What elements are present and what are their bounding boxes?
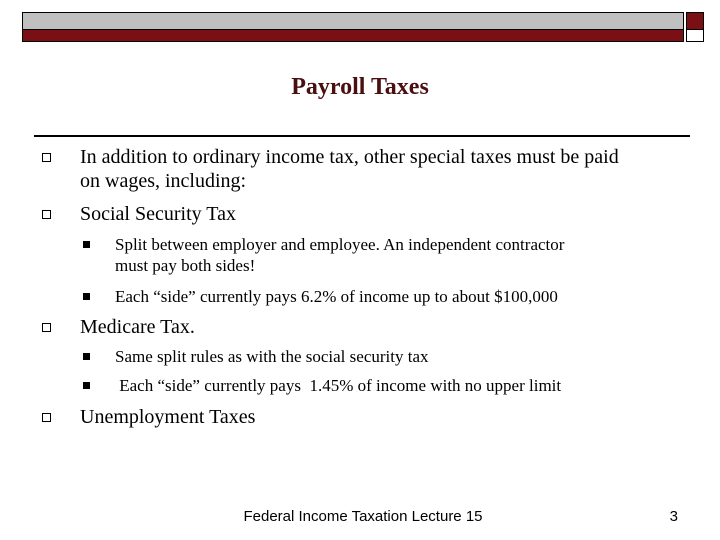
bullet-text: Social Security Tax bbox=[80, 203, 236, 225]
bullet-text: Medicare Tax. bbox=[80, 316, 195, 338]
slide-title: Payroll Taxes bbox=[291, 74, 429, 100]
title-divider bbox=[34, 135, 690, 137]
bullet-marker-square-icon bbox=[42, 413, 51, 422]
sub-bullet-text: Same split rules as with the social security tax bbox=[115, 347, 429, 366]
sub-bullet-marker-icon bbox=[83, 382, 90, 389]
bullet-text: Unemployment Taxes bbox=[80, 406, 256, 428]
footer-text: Federal Income Taxation Lecture 15 bbox=[243, 508, 483, 525]
bullet-text-line: Split between employer and employee. An independent contractor bbox=[115, 235, 565, 254]
bullet-text bbox=[80, 145, 700, 193]
bullet-text-line: must pay both sides! bbox=[115, 256, 256, 275]
header-corner-box-red bbox=[686, 12, 704, 30]
sub-bullet-marker-icon bbox=[83, 241, 90, 248]
sub-bullet-text bbox=[115, 234, 705, 276]
bullet-text-line: In addition to ordinary income tax, other special taxes must be paid bbox=[80, 146, 619, 168]
sub-bullet-text: Each “side” currently pays 6.2% of income up to about $100,000 bbox=[115, 287, 558, 306]
sub-bullet-marker-icon bbox=[83, 353, 90, 360]
bullet-marker-square-icon bbox=[42, 210, 51, 219]
header-bar-gray bbox=[22, 12, 684, 30]
header-bar-red bbox=[22, 30, 684, 42]
sub-bullet-text: Each “side” currently pays 1.45% of income with no upper limit bbox=[115, 376, 562, 395]
bullet-marker-square-icon bbox=[42, 323, 51, 332]
bullet-marker-square-icon bbox=[42, 153, 51, 162]
bullet-text-line: on wages, including: bbox=[80, 170, 247, 192]
sub-bullet-marker-icon bbox=[83, 293, 90, 300]
page-number: 3 bbox=[669, 508, 678, 525]
header-corner-box-white bbox=[686, 30, 704, 42]
